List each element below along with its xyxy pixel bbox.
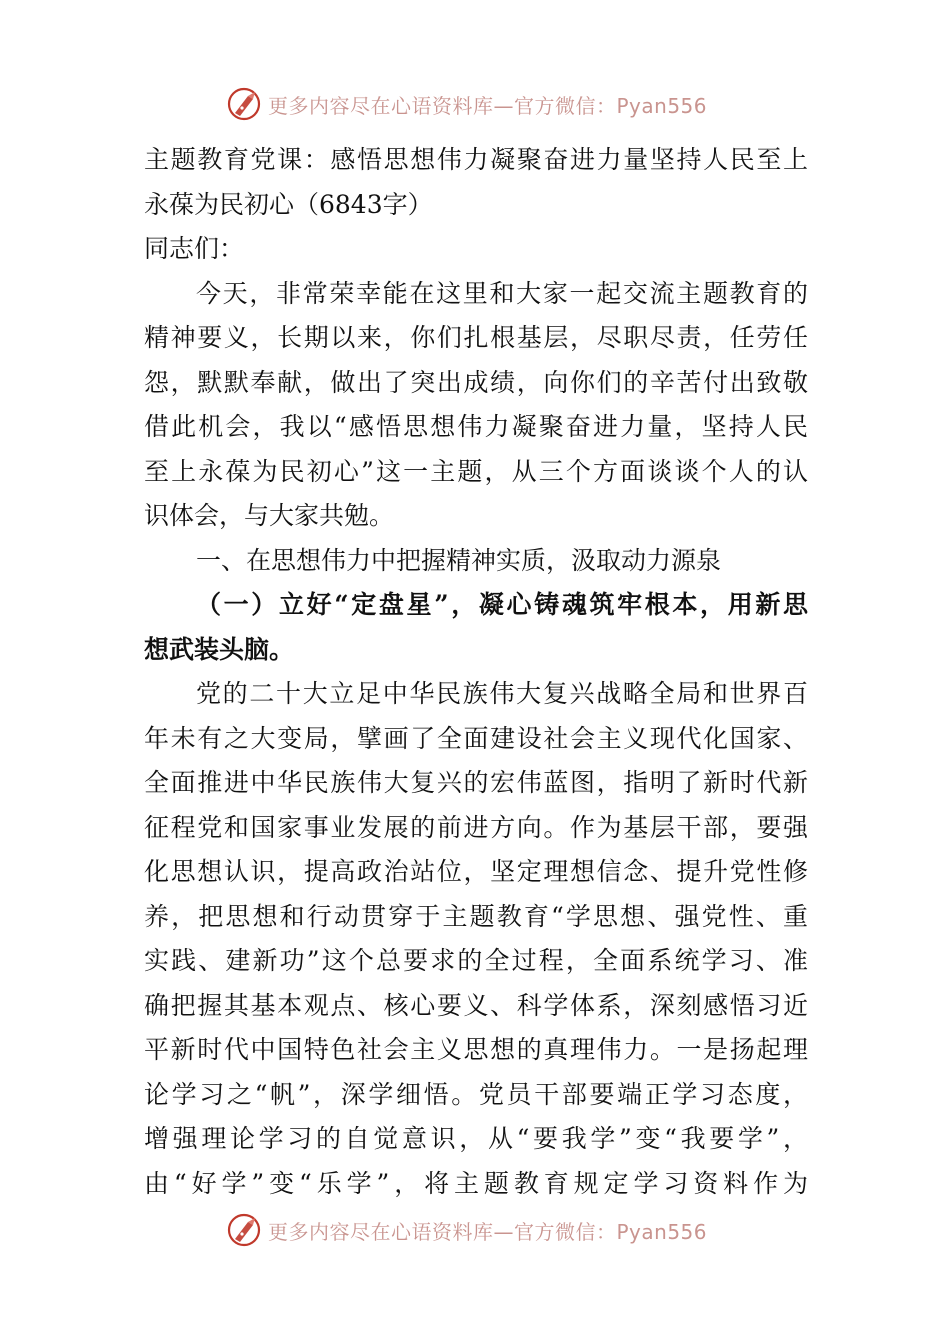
paragraph-line: 精神要义，长期以来，你们扎根基层，尽职尽责，任劳任 (144, 323, 808, 352)
paragraph-line: 党的二十大立足中华民族伟大复兴战略全局和世界百 (196, 679, 808, 708)
salutation: 同志们： (144, 234, 245, 263)
doc-title-line-1: 主题教育党课：感悟思想伟力凝聚奋进力量坚持人民至上 (144, 145, 808, 174)
paragraph-line: 年未有之大变局，擘画了全面建设社会主义现代化国家、 (144, 723, 808, 753)
watermark-wechat-id: Pyan556 (616, 93, 708, 118)
paragraph-line: 养，把思想和行动贯穿于主题教育“学思想、强党性、重 (144, 901, 808, 931)
paragraph-line: 今天，非常荣幸能在这里和大家一起交流主题教育的 (196, 278, 808, 308)
watermark-banner-bottom (226, 1210, 746, 1250)
paragraph-line: 借此机会，我以“感悟思想伟力凝聚奋进力量，坚持人民 (144, 412, 808, 441)
paragraph-line: 增强理论学习的自觉意识，从“要我学”变“我要学”， (144, 1124, 808, 1153)
subsection-heading-line-2: 想武装头脑。 (144, 634, 295, 664)
pen-nib-logo-icon (226, 86, 262, 122)
paragraph-line: 全面推进中华民族伟大复兴的宏伟蓝图，指明了新时代新 (144, 768, 808, 797)
watermark-text (268, 90, 707, 119)
paragraph-line: 至上永葆为民初心”这一主题，从三个方面谈谈个人的认 (144, 456, 808, 486)
document-body (144, 138, 808, 1206)
paragraph-line: 确把握其基本观点、核心要义、科学体系，深刻感悟习近 (144, 990, 808, 1020)
paragraph-line: 实践、建新功”这个总要求的全过程，全面系统学习、准 (144, 946, 808, 975)
paragraph-line: 怨，默默奉献，做出了突出成绩，向你们的辛苦付出致敬 (144, 367, 808, 397)
paragraph-line: 征程党和国家事业发展的前进方向。作为基层干部，要强 (144, 812, 808, 842)
doc-title-line-2: 永葆为民初心（6843字） (144, 189, 433, 219)
paragraph-line: 由“好学”变“乐学”，将主题教育规定学习资料作为 (144, 1168, 808, 1198)
paragraph-line: 化思想认识，提高政治站位，坚定理想信念、提升党性修 (144, 857, 808, 886)
paragraph-line: 识体会，与大家共勉。 (144, 501, 395, 530)
subsection-heading-line-1: （一）立好“定盘星”，凝心铸魂筑牢根本，用新思 (196, 590, 808, 619)
paragraph-line: 平新时代中国特色社会主义思想的真理伟力。一是扬起理 (144, 1035, 808, 1064)
paragraph-line: 论学习之“帆”，深学细悟。党员干部要端正学习态度， (144, 1079, 808, 1109)
watermark-wechat-id: Pyan556 (616, 1219, 708, 1244)
watermark-banner-top (226, 84, 746, 124)
pen-nib-logo-icon (226, 1212, 262, 1248)
section-heading: 一、在思想伟力中把握精神实质，汲取动力源泉 (196, 545, 722, 575)
watermark-label: 更多内容尽在心语资料库—官方微信： (268, 1219, 617, 1244)
watermark-text (268, 1216, 707, 1245)
watermark-label: 更多内容尽在心语资料库—官方微信： (268, 93, 617, 118)
